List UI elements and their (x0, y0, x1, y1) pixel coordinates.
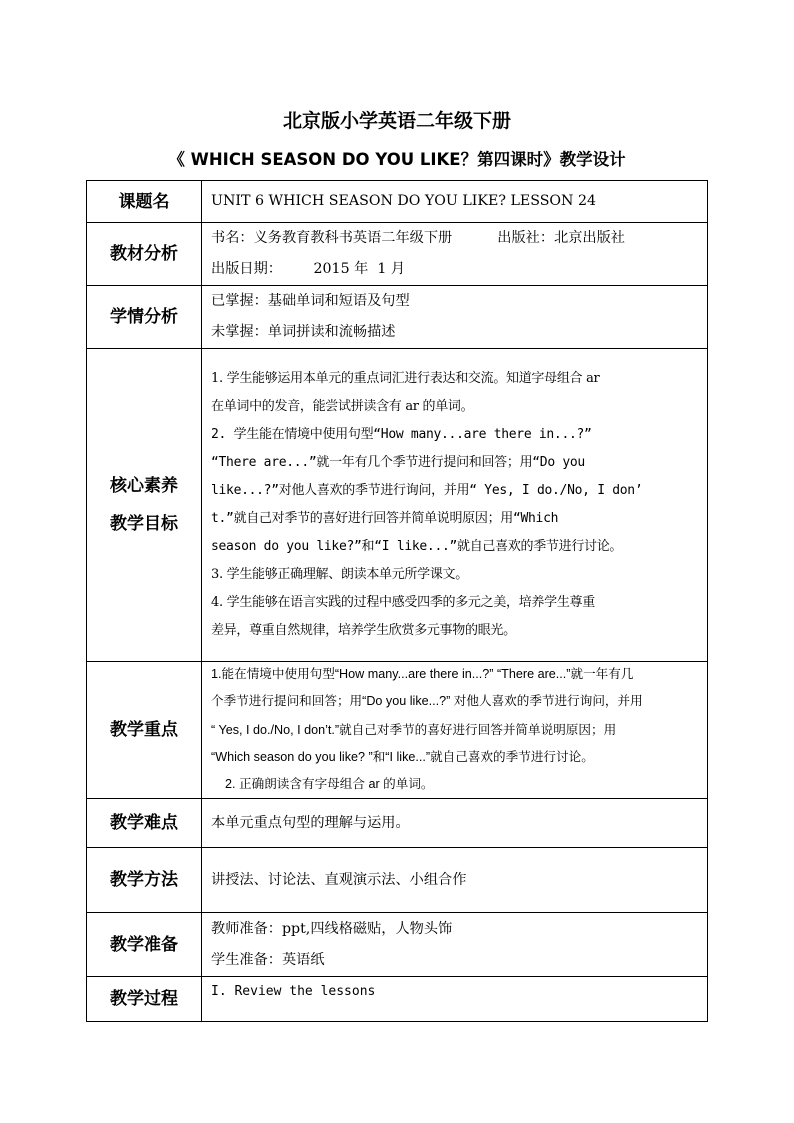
goals-line: 在单词中的发音，能尝试拼读含有 ar 的单词。 (211, 399, 474, 414)
row-label-goals (87, 349, 202, 662)
goals-line: 2. 学生能在情境中使用句型“How many...are there in...?” (211, 427, 592, 442)
goals-line: like...?”对他人喜欢的季节进行询问，并用“ Yes, I do./No, I don’ (211, 483, 643, 498)
row-label-process: 教学过程 (87, 977, 202, 1022)
row-content-materials (202, 223, 708, 286)
row-label-preparation: 教学准备 (87, 913, 202, 977)
row-content-preparation (202, 913, 708, 977)
goals-line: 1. 学生能够运用本单元的重点词汇进行表达和交流。知道字母组合 ar (211, 371, 600, 386)
goals-line: t.”就自己对季节的喜好进行回答并简单说明原因；用“Which (211, 511, 559, 526)
goals-line: 4. 学生能够在语言实践的过程中感受四季的多元之美，培养学生尊重 (211, 595, 595, 610)
document-title: 北京版小学英语二年级下册 (282, 110, 511, 132)
key-points-line: 1.能在情境中使用句型“How many...are there in...?” “There are...”就一年有几 (211, 667, 634, 681)
goals-label-line-2: 教学目标 (110, 514, 178, 534)
process-line: I. Review the lessons (211, 984, 376, 999)
row-content-difficulty (202, 799, 708, 848)
table-row-methods (87, 848, 708, 913)
row-label-difficulty: 教学难点 (87, 799, 202, 848)
materials-line-1: 书名：义务教育教科书英语二年级下册 出版社：北京出版社 (211, 230, 625, 246)
row-content-topic (202, 181, 708, 223)
row-label-topic: 课题名 (87, 181, 202, 223)
table-row-key-points (87, 662, 708, 799)
preparation-line-1: 教师准备：ppt,四线格磁贴，人物头饰 (211, 920, 453, 937)
row-label-methods: 教学方法 (87, 848, 202, 913)
goals-line: “There are...”就一年有几个季节进行提问和回答；用“Do you (211, 455, 585, 470)
table-row-difficulty (87, 799, 708, 848)
key-points-line: 个季节进行提问和回答；用“Do you like...?” 对他人喜欢的季节进行询问，并用 (211, 694, 643, 708)
row-content-methods (202, 848, 708, 913)
goals-label-line-1: 核心素养 (110, 476, 178, 496)
difficulty-line: 本单元重点句型的理解与运用。 (211, 814, 410, 831)
goals-line: season do you like?”和“I like...”就自己喜欢的季节进行讨论。 (211, 539, 623, 554)
table-row-topic (87, 181, 708, 223)
key-points-line: “Which season do you like? ”和“I like...”就自己喜欢的季节进行讨论。 (211, 750, 594, 764)
table-row-goals (87, 349, 708, 662)
learners-line-2: 未掌握：单词拼读和流畅描述 (211, 324, 396, 340)
topic-line: UNIT 6 WHICH SEASON DO YOU LIKE? LESSON 24 (211, 193, 597, 209)
key-points-line: “ Yes, I do./No, I don’t.”就自己对季节的喜好进行回答并简单说明原因；用 (211, 723, 617, 737)
row-content-key-points (202, 662, 708, 799)
materials-line-2: 出版日期： 2015 年 1 月 (211, 261, 406, 277)
goals-line: 3. 学生能够正确理解、朗读本单元所学课文。 (211, 567, 468, 582)
row-content-goals (202, 349, 708, 662)
table-row-learners (87, 286, 708, 349)
row-label-learners: 学情分析 (87, 286, 202, 349)
learners-line-1: 已掌握：基础单词和短语及句型 (211, 293, 410, 309)
goals-line: 差异，尊重自然规律，培养学生欣赏多元事物的眼光。 (211, 623, 516, 638)
row-label-materials: 教材分析 (87, 223, 202, 286)
preparation-line-2: 学生准备：英语纸 (211, 951, 325, 968)
lesson-plan-table (86, 180, 708, 1022)
table-row-materials (87, 223, 708, 286)
row-content-learners (202, 286, 708, 349)
methods-line: 讲授法、讨论法、直观演示法、小组合作 (211, 871, 467, 888)
table-row-preparation (87, 913, 708, 977)
row-label-key-points: 教学重点 (87, 662, 202, 799)
key-points-line: 2. 正确朗读含有字母组合 ar 的单词。 (225, 777, 434, 791)
row-content-process (202, 977, 708, 1022)
table-row-process (87, 977, 708, 1022)
document-subtitle: 《 WHICH SEASON DO YOU LIKE？第四课时》教学设计 (168, 150, 626, 169)
